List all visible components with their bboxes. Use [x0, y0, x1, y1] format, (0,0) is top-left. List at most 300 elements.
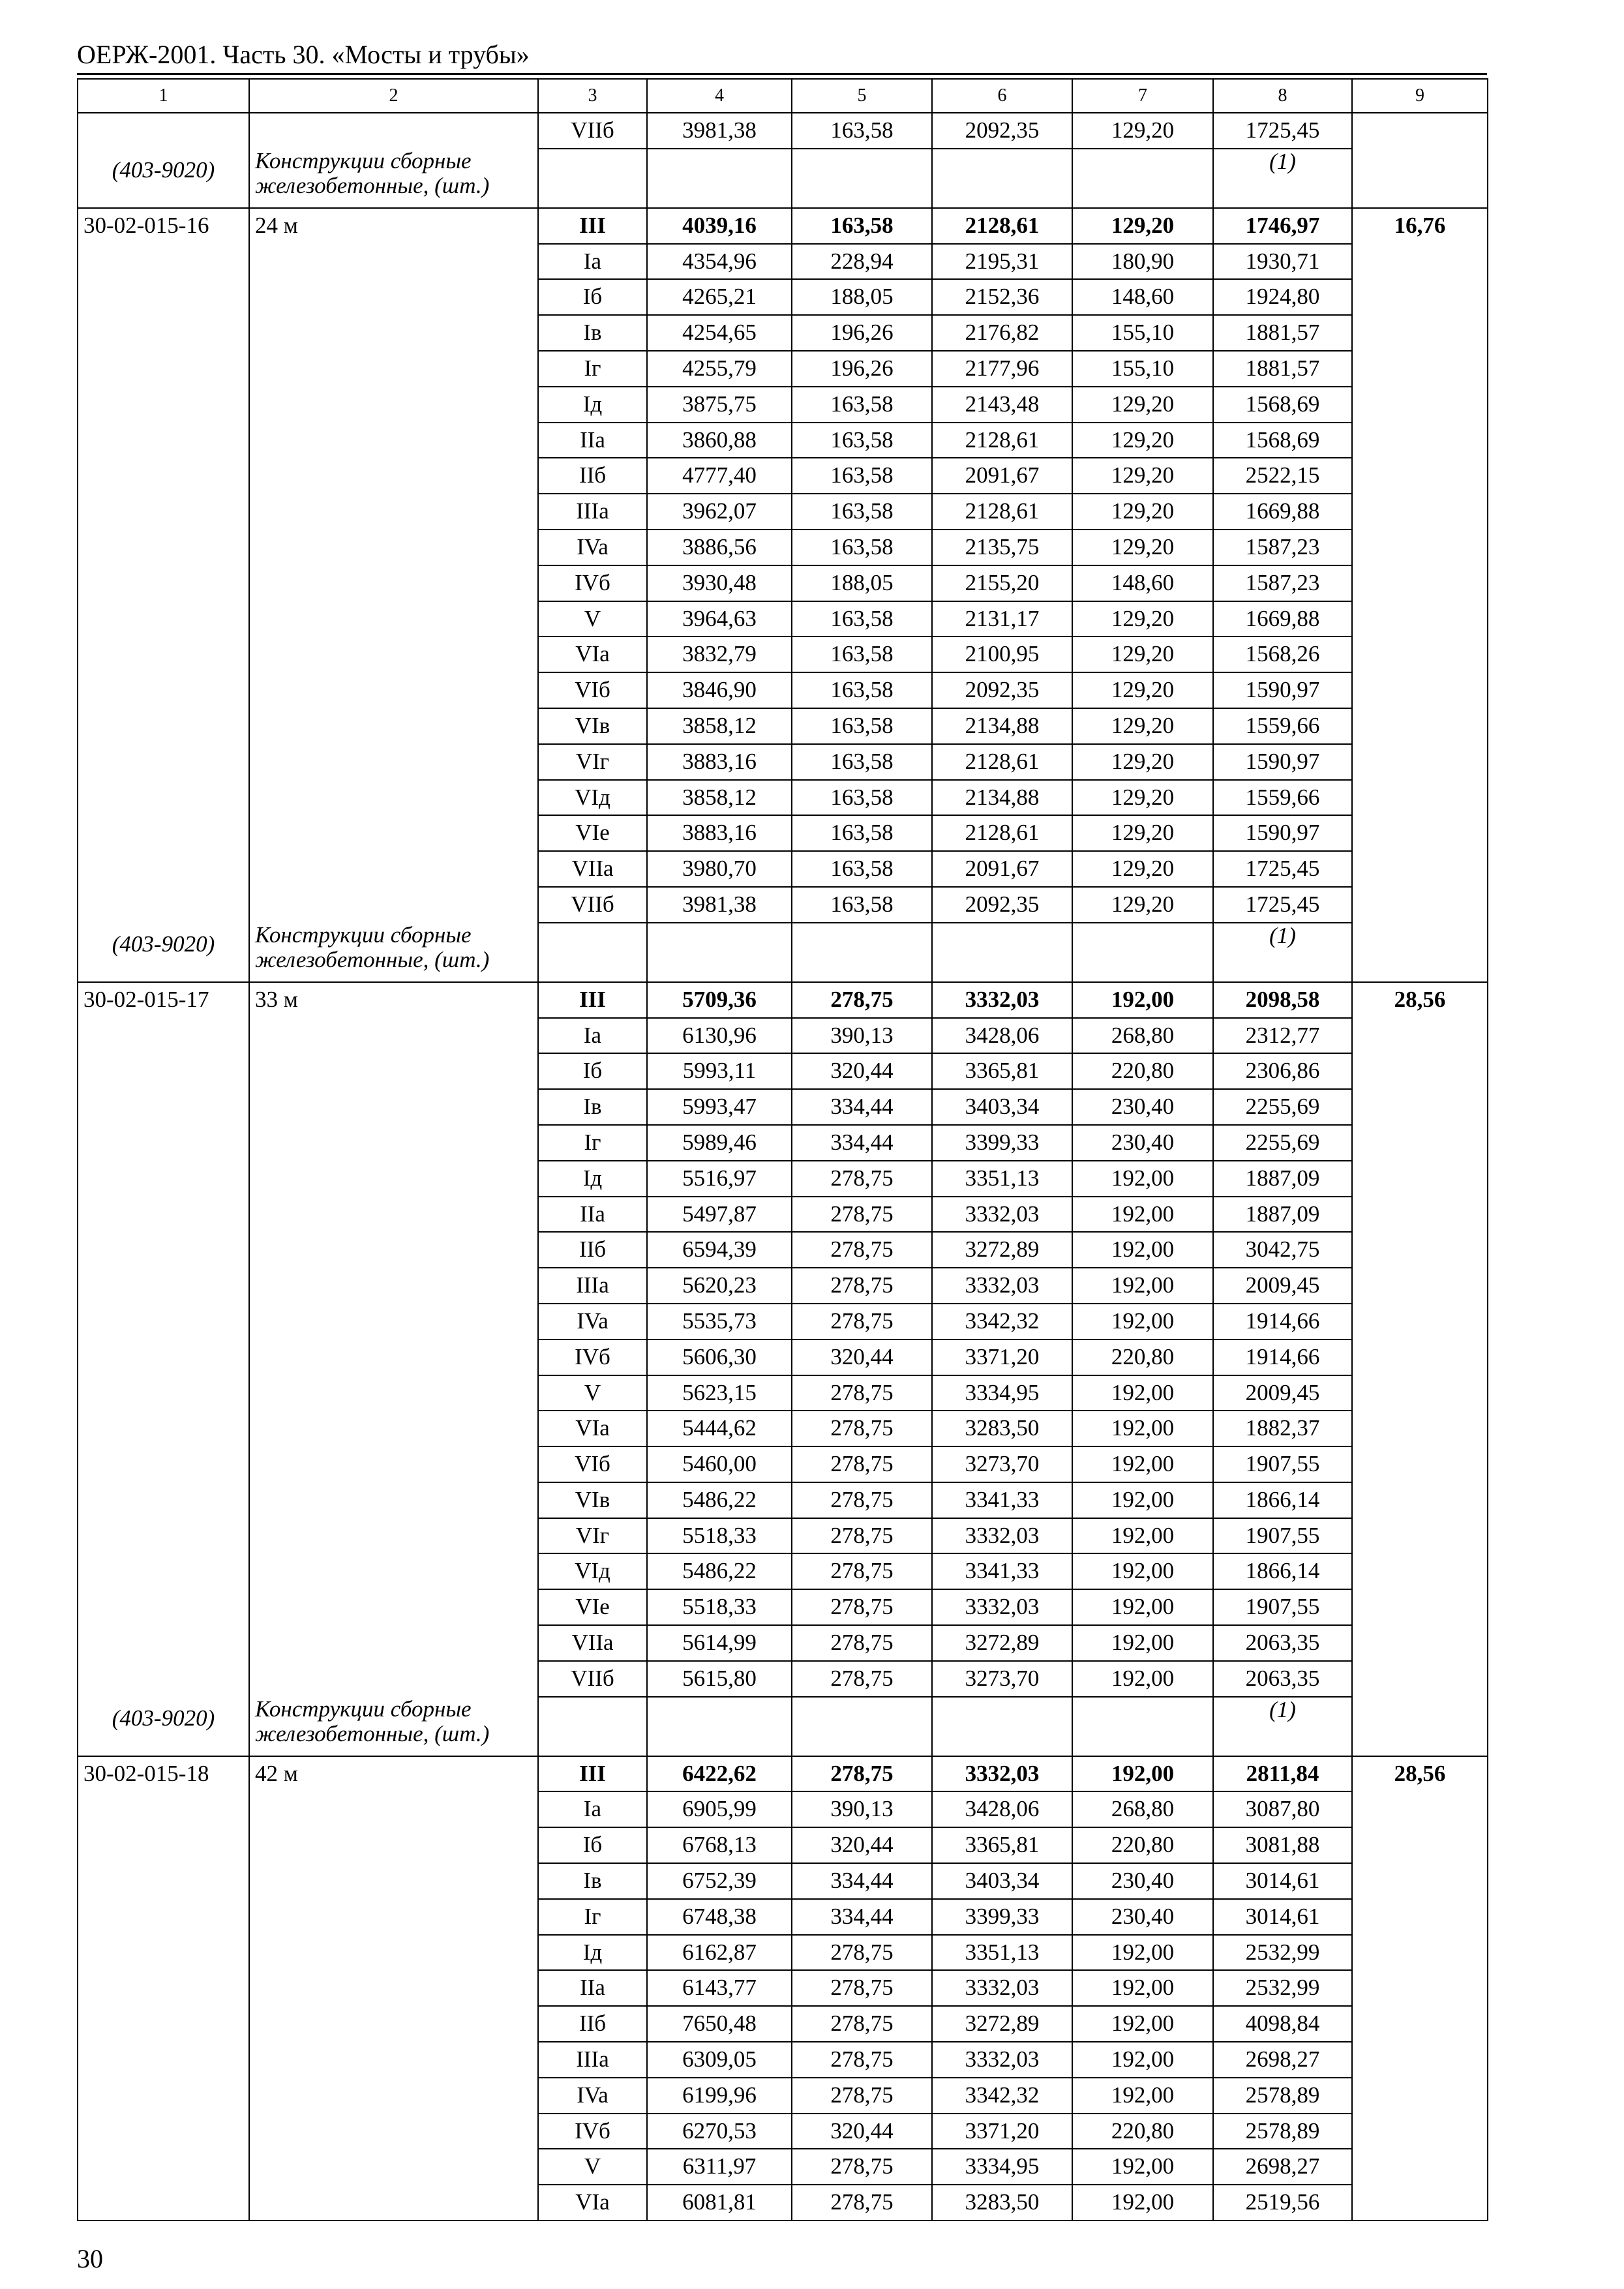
empty-cell: [1352, 744, 1488, 780]
empty-cell: [249, 851, 538, 887]
material-cell: 3042,75: [1213, 1232, 1352, 1268]
material-cell: 2578,89: [1213, 2114, 1352, 2149]
direct-cost-cell: 5516,97: [647, 1161, 792, 1197]
zone-cell: Iб: [538, 1827, 647, 1863]
operator-wage-cell: 230,40: [1072, 1125, 1213, 1161]
empty-cell: [1352, 1661, 1488, 1697]
direct-cost-cell: 7650,48: [647, 2006, 792, 2042]
empty-cell: [249, 565, 538, 601]
zone-cell: VIe: [538, 815, 647, 851]
material-cell: 1725,45: [1213, 113, 1352, 149]
machine-cell: 3273,70: [932, 1446, 1072, 1482]
operator-wage-cell: 192,00: [1072, 1375, 1213, 1411]
direct-cost-cell: 5486,22: [647, 1482, 792, 1518]
empty-cell: [249, 387, 538, 423]
empty-cell: [647, 1697, 792, 1756]
operator-wage-cell: 129,20: [1072, 494, 1213, 530]
material-cell: 1590,97: [1213, 672, 1352, 708]
machine-cell: 3332,03: [932, 1268, 1072, 1304]
empty-cell: [78, 708, 249, 744]
material-name-line: Конструкции сборные: [255, 1696, 472, 1722]
direct-cost-cell: 5444,62: [647, 1411, 792, 1446]
zone-cell: Iд: [538, 387, 647, 423]
empty-cell: [78, 494, 249, 530]
rates-table-body: [78, 79, 1488, 2221]
machine-cell: 3272,89: [932, 1232, 1072, 1268]
wage-cell: 188,05: [792, 565, 932, 601]
rate-variant-row: [78, 1053, 1488, 1089]
empty-cell: [1352, 1935, 1488, 1971]
machine-cell: 2143,48: [932, 387, 1072, 423]
material-name-cell: [249, 149, 538, 208]
machine-cell: 3283,50: [932, 2185, 1072, 2221]
wage-cell: 196,26: [792, 351, 932, 387]
operator-wage-cell: 192,00: [1072, 1970, 1213, 2006]
operator-wage-cell: 192,00: [1072, 1411, 1213, 1446]
direct-cost-cell: 6199,96: [647, 2078, 792, 2114]
rate-variant-row: [78, 1268, 1488, 1304]
empty-cell: [1352, 1197, 1488, 1233]
empty-cell: [1352, 2185, 1488, 2221]
empty-cell: [249, 2114, 538, 2149]
direct-cost-cell: 5615,80: [647, 1661, 792, 1697]
material-code-cell: (403-9020): [78, 1697, 249, 1756]
operator-wage-cell: 192,00: [1072, 982, 1213, 1018]
material-cell: 1924,80: [1213, 279, 1352, 315]
wage-cell: 334,44: [792, 1125, 932, 1161]
empty-cell: [249, 1161, 538, 1197]
empty-cell: [78, 1553, 249, 1589]
empty-cell: [1352, 851, 1488, 887]
zone-cell: VIIб: [538, 1661, 647, 1697]
empty-cell: [78, 1863, 249, 1899]
machine-cell: 3403,34: [932, 1089, 1072, 1125]
rate-variant-row: [78, 2042, 1488, 2078]
rate-name-cell: 42 м: [249, 1756, 538, 1792]
rate-variant-row: [78, 2114, 1488, 2149]
material-cell: 1669,88: [1213, 601, 1352, 637]
empty-cell: [249, 1661, 538, 1697]
direct-cost-cell: 6748,38: [647, 1899, 792, 1935]
direct-cost-cell: 4255,79: [647, 351, 792, 387]
material-row: [78, 149, 1488, 208]
material-cell: 2306,86: [1213, 1053, 1352, 1089]
zone-cell: III: [538, 1756, 647, 1792]
direct-cost-cell: 6081,81: [647, 2185, 792, 2221]
machine-cell: 3399,33: [932, 1125, 1072, 1161]
machine-cell: 3341,33: [932, 1553, 1072, 1589]
zone-cell: Iг: [538, 1125, 647, 1161]
empty-cell: [1352, 1827, 1488, 1863]
empty-cell: [249, 1089, 538, 1125]
wage-cell: 228,94: [792, 244, 932, 280]
empty-cell: [78, 1197, 249, 1233]
zone-cell: IIб: [538, 2006, 647, 2042]
direct-cost-cell: 3962,07: [647, 494, 792, 530]
empty-cell: [1352, 2042, 1488, 2078]
operator-wage-cell: 192,00: [1072, 1553, 1213, 1589]
wage-cell: 278,75: [792, 1197, 932, 1233]
empty-cell: [1352, 1161, 1488, 1197]
operator-wage-cell: 129,20: [1072, 636, 1213, 672]
wage-cell: 278,75: [792, 2078, 932, 2114]
rate-variant-row: [78, 1518, 1488, 1554]
machine-cell: 3428,06: [932, 1791, 1072, 1827]
zone-cell: VIд: [538, 780, 647, 816]
material-cell: 3014,61: [1213, 1899, 1352, 1935]
empty-cell: [1352, 1446, 1488, 1482]
wage-cell: 188,05: [792, 279, 932, 315]
wage-cell: 278,75: [792, 2149, 932, 2185]
material-cell: 1590,97: [1213, 815, 1352, 851]
machine-cell: 2177,96: [932, 351, 1072, 387]
material-name-cell: [249, 923, 538, 982]
wage-cell: 278,75: [792, 2006, 932, 2042]
zone-cell: V: [538, 1375, 647, 1411]
machine-cell: 3332,03: [932, 1756, 1072, 1792]
empty-cell: [78, 1791, 249, 1827]
machine-cell: 3334,95: [932, 1375, 1072, 1411]
machine-cell: 3351,13: [932, 1935, 1072, 1971]
operator-wage-cell: 155,10: [1072, 351, 1213, 387]
material-cell: 1881,57: [1213, 315, 1352, 351]
wage-cell: 278,75: [792, 1661, 932, 1697]
operator-wage-cell: 230,40: [1072, 1899, 1213, 1935]
rate-name-cell: 24 м: [249, 208, 538, 244]
material-cell: 2698,27: [1213, 2042, 1352, 2078]
empty-cell: [932, 1697, 1072, 1756]
operator-wage-cell: 230,40: [1072, 1089, 1213, 1125]
material-cell: 1725,45: [1213, 887, 1352, 923]
rate-variant-row: [78, 1827, 1488, 1863]
machine-cell: 2152,36: [932, 279, 1072, 315]
empty-cell: [78, 315, 249, 351]
empty-cell: [1352, 1899, 1488, 1935]
rate-variant-row: [78, 1304, 1488, 1339]
direct-cost-cell: 3860,88: [647, 423, 792, 458]
machine-cell: 2092,35: [932, 113, 1072, 149]
wage-cell: 163,58: [792, 887, 932, 923]
operator-wage-cell: 129,20: [1072, 423, 1213, 458]
rate-variant-row: [78, 1125, 1488, 1161]
wage-cell: 278,75: [792, 2042, 932, 2078]
machine-cell: 2176,82: [932, 315, 1072, 351]
zone-cell: VIIa: [538, 1625, 647, 1661]
empty-cell: [78, 1018, 249, 1054]
operator-wage-cell: 220,80: [1072, 1053, 1213, 1089]
empty-cell: [78, 1482, 249, 1518]
wage-cell: 163,58: [792, 780, 932, 816]
zone-cell: IIIa: [538, 1268, 647, 1304]
direct-cost-cell: 6594,39: [647, 1232, 792, 1268]
operator-wage-cell: 192,00: [1072, 1756, 1213, 1792]
empty-cell: [249, 1518, 538, 1554]
direct-cost-cell: 5989,46: [647, 1125, 792, 1161]
empty-cell: [1352, 279, 1488, 315]
rate-variant-row: [78, 1339, 1488, 1375]
direct-cost-cell: 5993,47: [647, 1089, 792, 1125]
empty-cell: [1352, 423, 1488, 458]
material-cell: 1866,14: [1213, 1553, 1352, 1589]
empty-cell: [78, 351, 249, 387]
zone-cell: VIa: [538, 636, 647, 672]
machine-cell: 3428,06: [932, 1018, 1072, 1054]
direct-cost-cell: 6768,13: [647, 1827, 792, 1863]
operator-wage-cell: 220,80: [1072, 1827, 1213, 1863]
empty-cell: [1352, 708, 1488, 744]
empty-cell: [78, 2006, 249, 2042]
operator-wage-cell: 192,00: [1072, 2042, 1213, 2078]
column-number: 7: [1072, 79, 1213, 113]
empty-cell: [78, 1589, 249, 1625]
direct-cost-cell: 3883,16: [647, 744, 792, 780]
empty-cell: [249, 601, 538, 637]
wage-cell: 163,58: [792, 530, 932, 565]
wage-cell: 278,75: [792, 1268, 932, 1304]
rate-variant-row: [78, 1935, 1488, 1971]
direct-cost-cell: 3883,16: [647, 815, 792, 851]
empty-cell: [249, 887, 538, 923]
rate-variant-row: [78, 458, 1488, 494]
operator-wage-cell: 129,20: [1072, 887, 1213, 923]
zone-cell: VIIб: [538, 113, 647, 149]
machine-cell: 2100,95: [932, 636, 1072, 672]
rate-variant-row: [78, 1197, 1488, 1233]
direct-cost-cell: 3886,56: [647, 530, 792, 565]
empty-cell: [1352, 923, 1488, 982]
machine-cell: 2155,20: [932, 565, 1072, 601]
empty-cell: [78, 1935, 249, 1971]
empty-cell: [78, 636, 249, 672]
empty-cell: [249, 1482, 538, 1518]
material-cell: 1725,45: [1213, 851, 1352, 887]
empty-cell: [1352, 1018, 1488, 1054]
rate-variant-row: [78, 1899, 1488, 1935]
col9-cell: 28,56: [1352, 1756, 1488, 1792]
material-cell: 2312,77: [1213, 1018, 1352, 1054]
wage-cell: 278,75: [792, 1161, 932, 1197]
empty-cell: [78, 1446, 249, 1482]
empty-cell: [78, 1518, 249, 1554]
empty-cell: [78, 1304, 249, 1339]
rate-variant-row: [78, 1791, 1488, 1827]
material-cell: 1590,97: [1213, 744, 1352, 780]
empty-cell: [1352, 1125, 1488, 1161]
direct-cost-cell: 5518,33: [647, 1589, 792, 1625]
empty-cell: [1352, 1697, 1488, 1756]
empty-cell: [249, 1446, 538, 1482]
direct-cost-cell: 6311,97: [647, 2149, 792, 2185]
material-code-cell: (403-9020): [78, 923, 249, 982]
empty-cell: [1352, 1375, 1488, 1411]
column-number: 4: [647, 79, 792, 113]
page-header: ОЕРЖ-2001. Часть 30. «Мосты и трубы»: [77, 40, 530, 69]
operator-wage-cell: 180,90: [1072, 244, 1213, 280]
empty-cell: [249, 1935, 538, 1971]
empty-cell: [78, 1827, 249, 1863]
material-cell: 2009,45: [1213, 1375, 1352, 1411]
wage-cell: 163,58: [792, 672, 932, 708]
rate-variant-row: [78, 636, 1488, 672]
direct-cost-cell: 6309,05: [647, 2042, 792, 2078]
material-cell: 2811,84: [1213, 1756, 1352, 1792]
empty-cell: [249, 815, 538, 851]
empty-cell: [1352, 1089, 1488, 1125]
empty-cell: [78, 2078, 249, 2114]
wage-cell: 320,44: [792, 1827, 932, 1863]
direct-cost-cell: 4777,40: [647, 458, 792, 494]
rate-variant-row: [78, 387, 1488, 423]
empty-cell: [78, 887, 249, 923]
material-cell: 1907,55: [1213, 1446, 1352, 1482]
wage-cell: 163,58: [792, 815, 932, 851]
operator-wage-cell: 192,00: [1072, 1625, 1213, 1661]
machine-cell: 3332,03: [932, 2042, 1072, 2078]
empty-cell: [1352, 636, 1488, 672]
empty-cell: [78, 1268, 249, 1304]
empty-cell: [249, 458, 538, 494]
wage-cell: 334,44: [792, 1863, 932, 1899]
wage-cell: 278,75: [792, 1232, 932, 1268]
direct-cost-cell: 3981,38: [647, 887, 792, 923]
machine-cell: 3334,95: [932, 2149, 1072, 2185]
rate-variant-row: [78, 1625, 1488, 1661]
empty-cell: [1352, 815, 1488, 851]
empty-cell: [249, 780, 538, 816]
zone-cell: Iд: [538, 1935, 647, 1971]
empty-cell: [249, 1791, 538, 1827]
wage-cell: 278,75: [792, 1935, 932, 1971]
wage-cell: 163,58: [792, 113, 932, 149]
operator-wage-cell: 155,10: [1072, 315, 1213, 351]
rate-variant-row: [78, 601, 1488, 637]
direct-cost-cell: 3980,70: [647, 851, 792, 887]
zone-cell: VIa: [538, 2185, 647, 2221]
operator-wage-cell: 192,00: [1072, 1161, 1213, 1197]
zone-cell: VIг: [538, 1518, 647, 1554]
column-number: 2: [249, 79, 538, 113]
operator-wage-cell: 129,20: [1072, 113, 1213, 149]
empty-cell: [1352, 2114, 1488, 2149]
empty-cell: [1352, 1518, 1488, 1554]
machine-cell: 2128,61: [932, 744, 1072, 780]
direct-cost-cell: 6905,99: [647, 1791, 792, 1827]
machine-cell: 2135,75: [932, 530, 1072, 565]
wage-cell: 278,75: [792, 1411, 932, 1446]
wage-cell: 390,13: [792, 1018, 932, 1054]
zone-cell: Iд: [538, 1161, 647, 1197]
empty-cell: [249, 1827, 538, 1863]
material-cell: 2698,27: [1213, 2149, 1352, 2185]
machine-cell: 2128,61: [932, 815, 1072, 851]
operator-wage-cell: 129,20: [1072, 387, 1213, 423]
empty-cell: [249, 1863, 538, 1899]
operator-wage-cell: 220,80: [1072, 2114, 1213, 2149]
zone-cell: VIб: [538, 672, 647, 708]
empty-cell: [78, 672, 249, 708]
rate-variant-row: [78, 887, 1488, 923]
material-cell: 1914,66: [1213, 1339, 1352, 1375]
empty-cell: [249, 1053, 538, 1089]
empty-cell: [249, 2006, 538, 2042]
zone-cell: III: [538, 208, 647, 244]
machine-cell: 2092,35: [932, 672, 1072, 708]
material-name-line: Конструкции сборные: [255, 922, 472, 948]
empty-cell: [249, 315, 538, 351]
empty-cell: [78, 1661, 249, 1697]
operator-wage-cell: 148,60: [1072, 565, 1213, 601]
direct-cost-cell: 3858,12: [647, 780, 792, 816]
empty-cell: [1352, 149, 1488, 208]
empty-cell: [1352, 244, 1488, 280]
zone-cell: IIIa: [538, 494, 647, 530]
material-name-line: железобетонные, (шт.): [255, 1720, 490, 1746]
machine-cell: 3403,34: [932, 1863, 1072, 1899]
zone-cell: IIб: [538, 458, 647, 494]
operator-wage-cell: 268,80: [1072, 1018, 1213, 1054]
machine-cell: 3341,33: [932, 1482, 1072, 1518]
machine-cell: 2091,67: [932, 458, 1072, 494]
rate-variant-row: [78, 244, 1488, 280]
direct-cost-cell: 4354,96: [647, 244, 792, 280]
machine-cell: 2128,61: [932, 208, 1072, 244]
operator-wage-cell: 129,20: [1072, 601, 1213, 637]
zone-cell: Ia: [538, 1791, 647, 1827]
operator-wage-cell: 192,00: [1072, 1304, 1213, 1339]
empty-cell: [932, 149, 1072, 208]
direct-cost-cell: 6422,62: [647, 1756, 792, 1792]
empty-cell: [249, 708, 538, 744]
rate-variant-row: [78, 780, 1488, 816]
empty-cell: [78, 1161, 249, 1197]
zone-cell: IVa: [538, 530, 647, 565]
zone-cell: IVa: [538, 2078, 647, 2114]
wage-cell: 278,75: [792, 1375, 932, 1411]
machine-cell: 3365,81: [932, 1827, 1072, 1863]
material-cell: 2063,35: [1213, 1625, 1352, 1661]
column-number: 6: [932, 79, 1072, 113]
wage-cell: 278,75: [792, 1518, 932, 1554]
zone-cell: IVa: [538, 1304, 647, 1339]
material-cell: 2063,35: [1213, 1661, 1352, 1697]
zone-cell: Ia: [538, 1018, 647, 1054]
empty-cell: [249, 1232, 538, 1268]
direct-cost-cell: 5620,23: [647, 1268, 792, 1304]
empty-cell: [1352, 565, 1488, 601]
direct-cost-cell: 5614,99: [647, 1625, 792, 1661]
empty-cell: [78, 458, 249, 494]
empty-cell: [1352, 1553, 1488, 1589]
rate-variant-row: [78, 1375, 1488, 1411]
wage-cell: 163,58: [792, 387, 932, 423]
rate-code-cell: 30-02-015-18: [78, 1756, 249, 1792]
material-cell: 3081,88: [1213, 1827, 1352, 1863]
empty-cell: [78, 1339, 249, 1375]
material-cell: 1568,69: [1213, 423, 1352, 458]
empty-cell: [249, 494, 538, 530]
material-cell: 2255,69: [1213, 1125, 1352, 1161]
empty-cell: [78, 113, 249, 149]
operator-wage-cell: 129,20: [1072, 458, 1213, 494]
rate-variant-row: [78, 1018, 1488, 1054]
operator-wage-cell: 192,00: [1072, 1661, 1213, 1697]
machine-cell: 3399,33: [932, 1899, 1072, 1935]
material-cell: 3014,61: [1213, 1863, 1352, 1899]
empty-cell: [78, 815, 249, 851]
zone-cell: Ia: [538, 244, 647, 280]
rate-variant-row: [78, 351, 1488, 387]
empty-cell: [249, 2185, 538, 2221]
